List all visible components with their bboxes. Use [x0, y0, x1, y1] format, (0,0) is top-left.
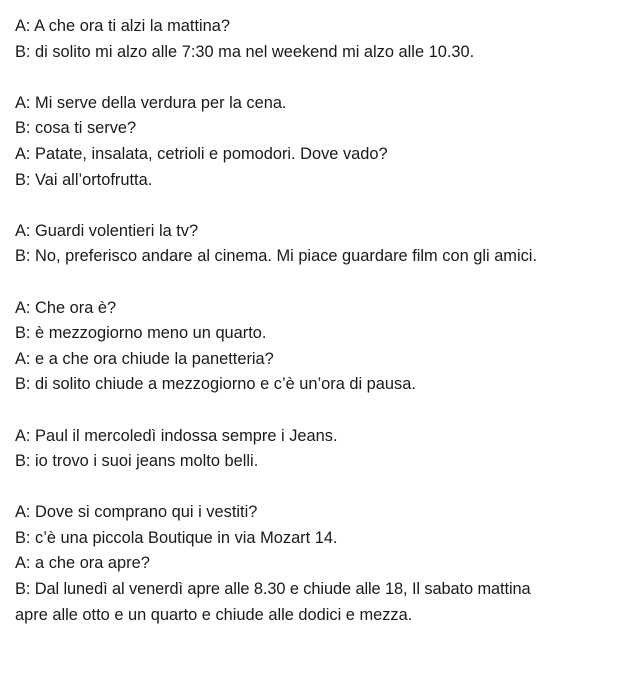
dialogue-line: A: Guardi volentieri la tv?: [15, 221, 199, 240]
dialogue-line: A: Paul il mercoledì indossa sempre i Jeans.: [15, 426, 338, 445]
dialogue-line: B: Vai all’ortofrutta.: [15, 170, 153, 189]
dialogue-line: B: di solito chiude a mezzogiorno e c’è un’ora di pausa.: [15, 375, 416, 394]
dialogue-vegetables: [15, 91, 637, 193]
dialogue-jeans: [15, 424, 637, 475]
dialogue-boutique: [15, 500, 637, 628]
dialogue-line: B: è mezzogiorno meno un quarto.: [15, 324, 267, 343]
dialogue-line: B: c’è una piccola Boutique in via Mozart 14.: [15, 528, 338, 547]
dialogue-line: B: No, preferisco andare al cinema. Mi piace guardare film con gli amici.: [15, 247, 537, 266]
dialogue-line: A: Patate, insalata, cetrioli e pomodori. Dove vado?: [15, 144, 388, 163]
dialogue-line: A: a che ora apre?: [15, 554, 150, 573]
paragraph-spacer: [15, 270, 637, 296]
dialogue-time-bakery: [15, 296, 637, 398]
dialogue-line: A: e a che ora chiude la panetteria?: [15, 349, 274, 368]
paragraph-spacer: [15, 475, 637, 501]
dialogue-wake-up: [15, 14, 637, 65]
dialogue-document: [15, 14, 637, 628]
dialogue-line: B: Dal lunedì al venerdì apre alle 8.30 e chiude alle 18, Il sabato mattina: [15, 580, 531, 599]
paragraph-spacer: [15, 193, 637, 219]
paragraph-spacer: [15, 398, 637, 424]
dialogue-line: B: cosa ti serve?: [15, 119, 137, 138]
dialogue-line: B: di solito mi alzo alle 7:30 ma nel weekend mi alzo alle 10.30.: [15, 42, 475, 61]
dialogue-line: A: Mi serve della verdura per la cena.: [15, 93, 287, 112]
dialogue-line: A: A che ora ti alzi la mattina?: [15, 17, 231, 35]
paragraph-spacer: [15, 65, 637, 91]
dialogue-line-continuation: apre alle otto e un quarto e chiude alle dodici e mezza.: [15, 605, 413, 624]
dialogue-line: A: Dove si comprano qui i vestiti?: [15, 503, 258, 522]
dialogue-line: B: io trovo i suoi jeans molto belli.: [15, 452, 259, 471]
dialogue-tv: [15, 219, 637, 270]
dialogue-line: A: Che ora è?: [15, 298, 117, 317]
